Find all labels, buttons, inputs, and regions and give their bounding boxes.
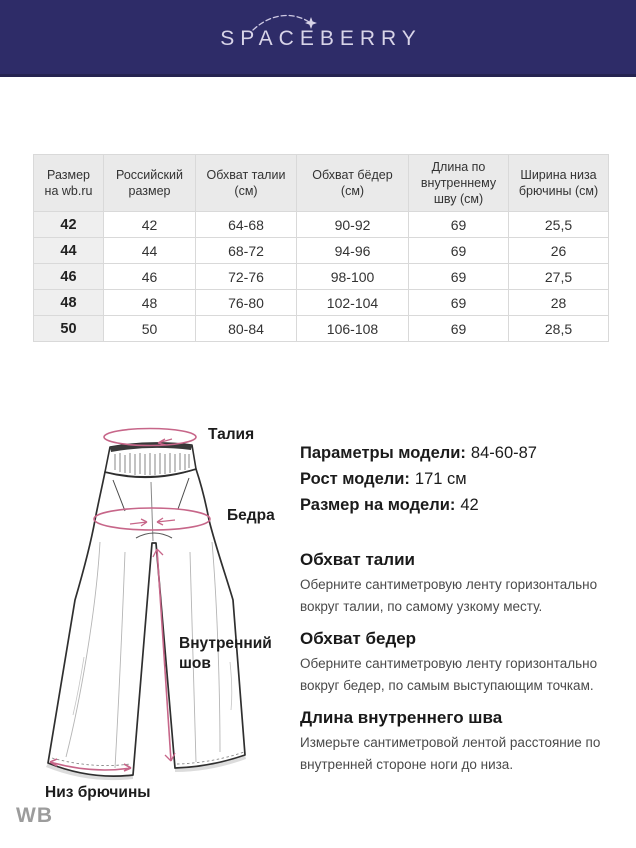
- cell-ru-size: 46: [104, 264, 196, 290]
- model-height-line: [300, 470, 620, 489]
- model-size-value: 42: [460, 496, 479, 514]
- cell-ru-size: 48: [104, 290, 196, 316]
- cell-hem-width: 27,5: [509, 264, 609, 290]
- cell-ru-size: 42: [104, 212, 196, 238]
- cell-wb-size: 42: [34, 212, 104, 238]
- model-params-line: [300, 444, 620, 463]
- measure-guide: [300, 549, 618, 786]
- cell-hips: 94-96: [297, 238, 409, 264]
- cell-inseam: 69: [409, 212, 509, 238]
- cell-inseam: 69: [409, 290, 509, 316]
- hem-label: Низ брючины: [45, 784, 151, 801]
- guide-hips-title: Обхват бедер: [300, 629, 417, 648]
- cell-ru-size: 44: [104, 238, 196, 264]
- waist-label: Талия: [208, 426, 255, 443]
- cell-waist: 76-80: [196, 290, 297, 316]
- wb-watermark: WB: [16, 804, 53, 827]
- cell-inseam: 69: [409, 316, 509, 342]
- cell-inseam: 69: [409, 264, 509, 290]
- cell-inseam: 69: [409, 238, 509, 264]
- cell-wb-size: 50: [34, 316, 104, 342]
- table-row: [34, 212, 609, 238]
- cell-waist: 64-68: [196, 212, 297, 238]
- model-params-value: 84-60-87: [470, 444, 537, 462]
- guide-waist-text: Оберните сантиметровую ленту горизонтально вокруг талии, по самому узкому месту.: [300, 577, 598, 614]
- cell-hem-width: 28: [509, 290, 609, 316]
- model-params-label: Параметры модели:: [300, 444, 466, 462]
- cell-wb-size: 46: [34, 264, 104, 290]
- table-row: [34, 316, 609, 342]
- hips-label: Бедра: [227, 507, 275, 524]
- pants-diagram: [30, 412, 280, 782]
- column-header-wb-size: Размер на wb.ru: [34, 155, 104, 212]
- model-size-line: [300, 496, 620, 515]
- cell-hem-width: 26: [509, 238, 609, 264]
- model-size-label: Размер на модели:: [300, 496, 456, 514]
- table-row: [34, 290, 609, 316]
- cell-hips: 102-104: [297, 290, 409, 316]
- model-height-label: Рост модели:: [300, 470, 410, 488]
- cell-waist: 80-84: [196, 316, 297, 342]
- cell-ru-size: 50: [104, 316, 196, 342]
- column-header-waist: Обхват талии (см): [196, 155, 297, 212]
- column-header-ru-size: Российский размер: [104, 155, 196, 212]
- cell-wb-size: 48: [34, 290, 104, 316]
- column-header-hips: Обхват бёдер (см): [297, 155, 409, 212]
- brand-logo: SPACEBERRY: [220, 27, 422, 50]
- table-header-row: [34, 155, 609, 212]
- cell-hem-width: 25,5: [509, 212, 609, 238]
- cell-waist: 72-76: [196, 264, 297, 290]
- guide-inseam-text: Измерьте сантиметровой лентой расстояние по внутренней стороне ноги до низа.: [300, 735, 601, 772]
- size-table: [33, 154, 609, 342]
- pants-outline: [48, 469, 245, 776]
- inseam-label: Внутренний шов: [179, 635, 272, 672]
- cell-hips: 90-92: [297, 212, 409, 238]
- cell-hem-width: 28,5: [509, 316, 609, 342]
- table-row: [34, 238, 609, 264]
- column-header-inseam: Длина по внутреннему шву (см): [409, 155, 509, 212]
- brand-header: [0, 0, 636, 77]
- guide-hips-text: Оберните сантиметровую ленту горизонтально вокруг бедер, по самым выступающим точкам.: [300, 656, 598, 693]
- model-height-value: 171 см: [414, 470, 467, 488]
- model-info: [300, 444, 620, 522]
- cell-waist: 68-72: [196, 238, 297, 264]
- cell-hips: 98-100: [297, 264, 409, 290]
- cell-wb-size: 44: [34, 238, 104, 264]
- guide-waist-title: Обхват талии: [300, 550, 415, 569]
- table-row: [34, 264, 609, 290]
- cell-hips: 106-108: [297, 316, 409, 342]
- guide-inseam-title: Длина внутреннего шва: [300, 708, 503, 727]
- column-header-hem-width: Ширина низа брючины (см): [509, 155, 609, 212]
